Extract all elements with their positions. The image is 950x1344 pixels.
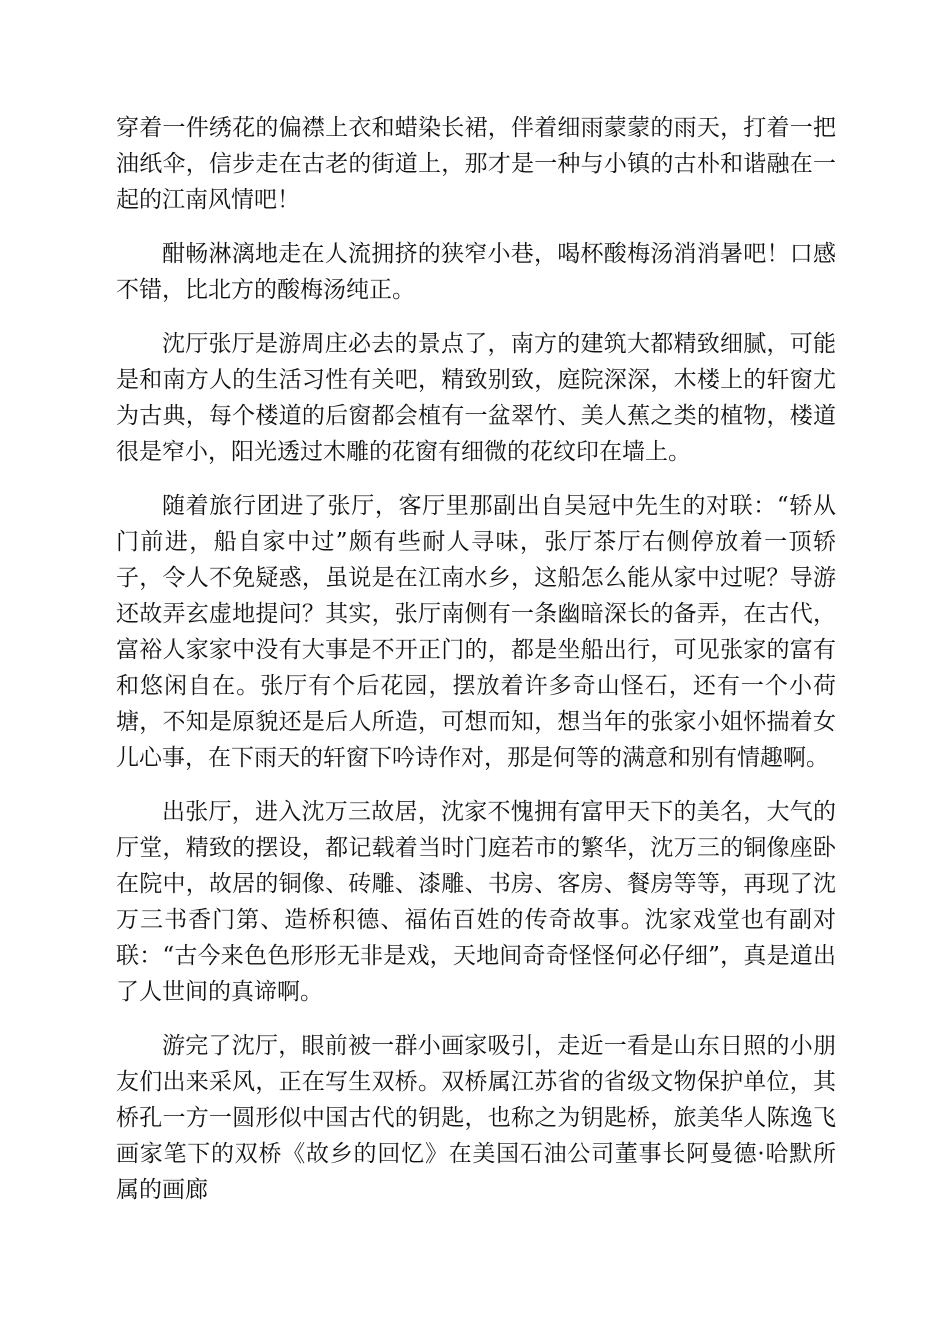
paragraph-5: 出张厅，进入沈万三故居，沈家不愧拥有富甲天下的美名，大气的厅堂，精致的摆设，都记载着当时门庭若市的繁华，沈万三的铜像座卧在院中，故居的铜像、砖雕、漆雕、书房、客房、餐房等等，再现了沈万三书香门第、造桥积德、福佑百姓的传奇故事。沈家戏堂也有副对联：“古今来色色形形无非是戏，天地间奇奇怪怪何必仔细”，真是道出了人世间的真谛啊。 [116,799,836,1005]
body-text [116,110,836,1226]
paragraph-3: 沈厅张厅是游周庄必去的景点了，南方的建筑大都精致细腻，可能是和南方人的生活习性有关吧，精致别致，庭院深深，木楼上的轩窗尤为古典，每个楼道的后窗都会植有一盆翠竹、美人蕉之类的植物，楼道很是窄小，阳光透过木雕的花窗有细微的花纹印在墙上。 [116,331,836,465]
paragraph-6: 游完了沈厅，眼前被一群小画家吸引，走近一看是山东日照的小朋友们出来采风，正在写生双桥。双桥属江苏省的省级文物保护单位，其桥孔一方一圆形似中国古代的钥匙，也称之为钥匙桥，旅美华人陈逸飞画家笔下的双桥《故乡的回忆》在美国石油公司董事长阿曼德·哈默所属的画廊 [116,1033,836,1203]
paragraph-4: 随着旅行团进了张厅，客厅里那副出自吴冠中先生的对联：“轿从门前进，船自家中过”颇有些耐人寻味，张厅茶厅右侧停放着一顶轿子，令人不免疑惑，虽说是在江南水乡，这船怎么能从家中过呢？导游还故弄玄虚地提问？其实，张厅南侧有一条幽暗深长的备弄，在古代，富裕人家家中没有大事是不开正门的，都是坐船出行，可见张家的富有和悠闲自在。张厅有个后花园，摆放着许多奇山怪石，还有一个小荷塘，不知是原貌还是后人所造，可想而知，想当年的张家小姐怀揣着女儿心事，在下雨天的轩窗下吟诗作对，那是何等的满意和别有情趣啊。 [116,493,836,771]
paragraph-2: 酣畅淋漓地走在人流拥挤的狭窄小巷，喝杯酸梅汤消消暑吧！口感不错，比北方的酸梅汤纯正。 [116,241,836,303]
paragraph-1: 穿着一件绣花的偏襟上衣和蜡染长裙，伴着细雨蒙蒙的雨天，打着一把油纸伞，信步走在古老的街道上，那才是一种与小镇的古朴和谐融在一起的江南风情吧！ [116,115,836,213]
